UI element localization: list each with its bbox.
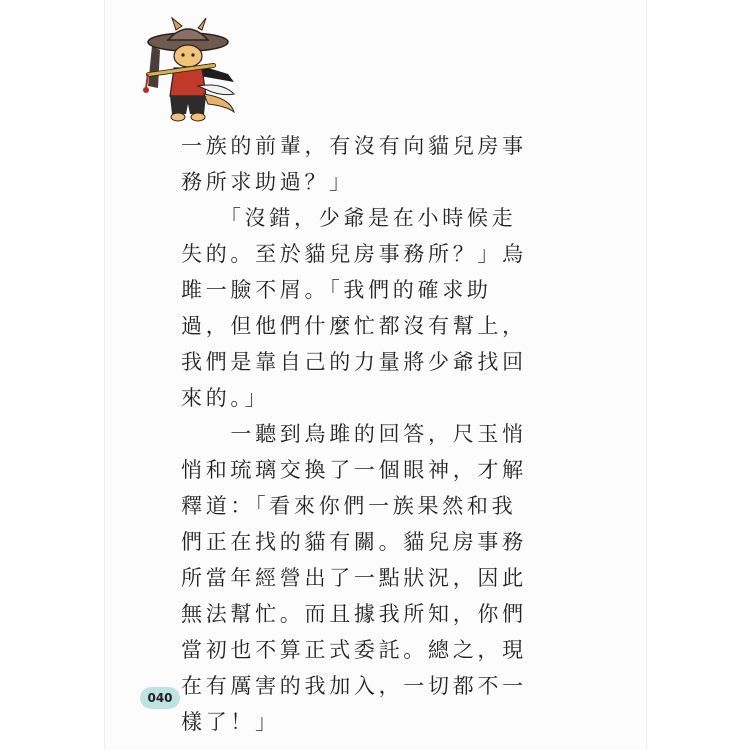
text-line-8: 來的。」 <box>181 386 270 410</box>
text-line-14: 無法幫忙。而且據我所知，你們 <box>181 602 527 626</box>
text-line-17: 樣了！」 <box>181 710 280 734</box>
text-line-9: 一聽到烏雎的回答，尺玉悄 <box>181 422 527 446</box>
text-line-11: 釋道：「看來你們一族果然和我 <box>181 494 517 518</box>
text-line-1: 一族的前輩，有沒有向貓兒房事 <box>181 134 527 158</box>
text-line-10: 悄和琉璃交換了一個眼神，才解 <box>181 458 527 482</box>
text-line-4: 失的。至於貓兒房事務所？」烏 <box>181 242 527 266</box>
text-line-12: 們正在找的貓有關。貓兒房事務 <box>181 530 527 554</box>
text-line-7: 我們是靠自己的力量將少爺找回 <box>181 350 527 374</box>
text-line-16: 在有厲害的我加入，一切都不一 <box>181 674 527 698</box>
cat-swordsman-illustration <box>138 16 248 126</box>
text-line-2: 務所求助過？」 <box>181 170 354 194</box>
text-line-15: 當初也不算正式委託。總之，現 <box>181 638 527 662</box>
text-line-13: 所當年經營出了一點狀況，因此 <box>181 566 527 590</box>
text-line-5: 雎一臉不屑。「我們的確求助 <box>181 278 492 302</box>
page-number-badge: 040 <box>140 687 180 709</box>
text-line-3: 「沒錯，少爺是在小時候走 <box>181 206 517 230</box>
body-text <box>181 128 561 740</box>
text-line-6: 過，但他們什麼忙都沒有幫上， <box>181 314 527 338</box>
